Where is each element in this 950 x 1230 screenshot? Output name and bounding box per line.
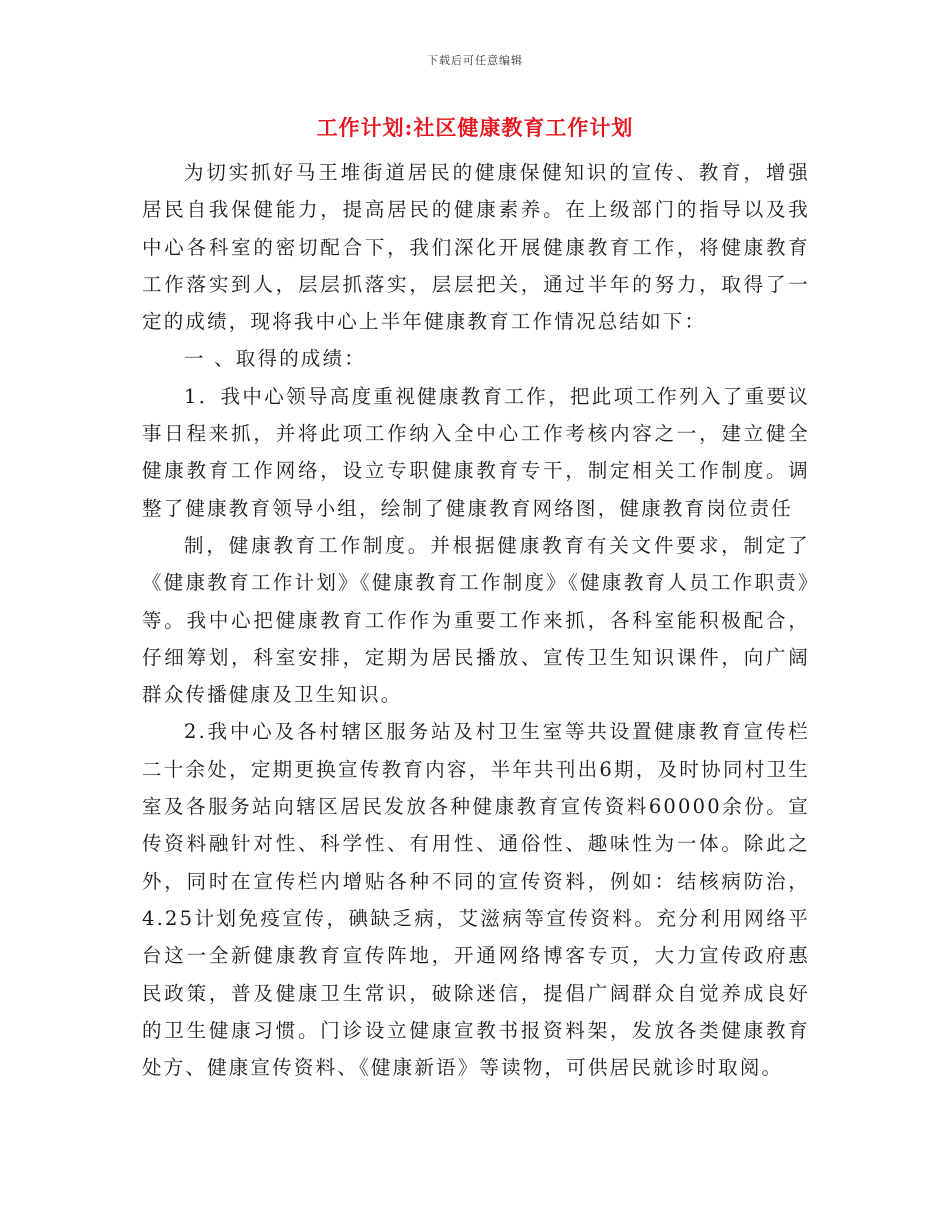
document-body bbox=[142, 154, 810, 1086]
paragraph-item-2: 2.我中心及各村辖区服务站及村卫生室等共设置健康教育宣传栏二十余处，定期更换宣传教育内容，半年共刊出6期，及时协同村卫生室及各服务站向辖区居民发放各种健康教育宣传资料60000余份。宣传资料融针对性、科学性、有用性、通俗性、趣味性为一体。除此之外，同时在宣传栏内增贴各种不同的宣传资料，例如：结核病防治，4.25计划免疫宣传，碘缺乏病，艾滋病等宣传资料。充分利用网络平台这一全新健康教育宣传阵地，开通网络博客专页，大力宣传政府惠民政策，普及健康卫生常识，破除迷信，提倡广阔群众自觉养成良好的卫生健康习惯。门诊设立健康宣教书报资料架，发放各类健康教育处方、健康宣传资料、《健康新语》等读物，可供居民就诊时取阅。 bbox=[142, 720, 810, 1080]
paragraph-intro: 为切实抓好马王堆街道居民的健康保健知识的宣传、教育，增强居民自我保健能力，提高居民的健康素养。在上级部门的指导以及我中心各科室的密切配合下，我们深化开展健康教育工作，将健康教育工作落实到人，层层抓落实，层层把关，通过半年的努力，取得了一定的成绩，现将我中心上半年健康教育工作情况总结如下： bbox=[142, 161, 810, 334]
document-title: 工作计划:社区健康教育工作计划 bbox=[316, 115, 634, 140]
header-note: 下载后可任意编辑 bbox=[427, 54, 523, 67]
paragraph-item-1: 1．我中心领导高度重视健康教育工作，把此项工作列入了重要议事日程来抓，并将此项工作纳入全中心工作考核内容之一，建立健全健康教育工作网络，设立专职健康教育专干，制定相关工作制度。调整了健康教育领导小组，绘制了健康教育网络图，健康教育岗位责任 bbox=[142, 384, 810, 520]
paragraph-item-1-continued: 制，健康教育工作制度。并根据健康教育有关文件要求，制定了《健康教育工作计划》《健康教育工作制度》《健康教育人员工作职责》等。我中心把健康教育工作作为重要工作来抓，各科室能积极配合，仔细筹划，科室安排，定期为居民播放、宣传卫生知识课件，向广阔群众传播健康及卫生知识。 bbox=[142, 533, 810, 707]
section-heading-achievements: 一 、取得的成绩： bbox=[184, 347, 366, 371]
